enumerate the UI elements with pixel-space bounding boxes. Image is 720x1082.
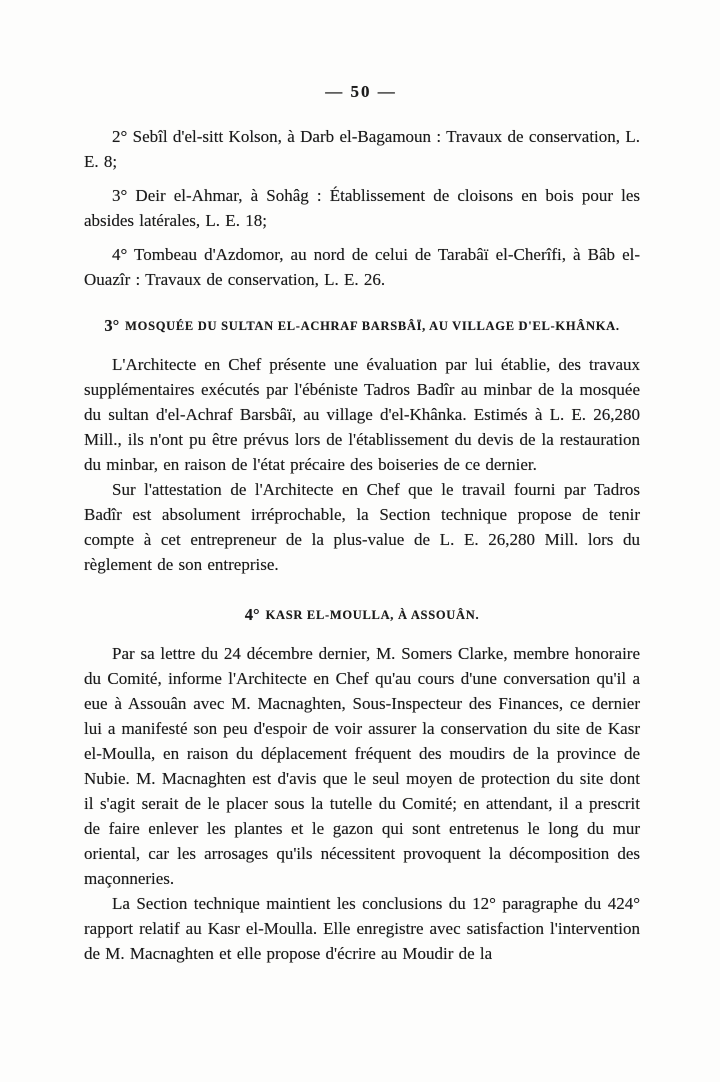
paragraph-architecte-evaluation: L'Architecte en Chef présente une évaluation par lui établie, des travaux supplémentaires exécutés par l'ébéniste Tadros Badîr au minbar de la mosquée du sultan d'el-Achraf Barsbâï, au village d'el-Khânka. Estimés à L. E. 26,280 Mill., ils n'ont pu être prévus lors de l'établissement du devis de la restauration du minbar, en raison de l'état précaire des boiseries de ce dernier. [84, 355, 640, 474]
list-item-2: 2° Sebîl d'el-sitt Kolson, à Darb el-Bagamoun : Travaux de conservation, L. E. 8; [84, 127, 640, 171]
section-heading-mosquee-barsbai [84, 312, 640, 337]
section-heading-kasr-el-moulla [84, 601, 640, 626]
section-number: 3° [104, 316, 120, 335]
list-item-4: 4° Tombeau d'Azdomor, au nord de celui de Tarabâï el-Cherîfi, à Bâb el-Ouazîr : Travaux de conservation, L. E. 26. [84, 245, 640, 289]
section-number: 4° [244, 605, 260, 624]
section-title: KASR EL-MOULLA, À ASSOUÂN. [265, 608, 480, 622]
paragraph-attestation: Sur l'attestation de l'Architecte en Chef que le travail fourni par Tadros Badîr est absolument irréprochable, la Section technique propose de tenir compte à cet entrepreneur de la plus-value de L. E. 26,280 Mill. lors du règlement de son entreprise. [84, 480, 640, 574]
page-number: — 50 — [325, 82, 397, 101]
section-title: MOSQUÉE DU SULTAN EL-ACHRAF BARSBÂÏ, AU VILLAGE D'EL-KHÂNKA. [125, 319, 620, 333]
paragraph-section-technique: La Section technique maintient les conclusions du 12° paragraphe du 424° rapport relatif au Kasr el-Moulla. Elle enregistre avec satisfaction l'intervention de M. Macnaghten et elle propose d'écrire au Moudir de la [84, 894, 640, 963]
list-item-3: 3° Deir el-Ahmar, à Sohâg : Établissement de cloisons en bois pour les absides latérales, L. E. 18; [84, 186, 640, 230]
paragraph-somers-clarke: Par sa lettre du 24 décembre dernier, M. Somers Clarke, membre honoraire du Comité, informe l'Architecte en Chef qu'au cours d'une conversation qu'il a eue à Assouân avec M. Macnaghten, Sous-Inspecteur des Finances, ce dernier lui a manifesté son peu d'espoir de voir assurer la conservation du site de Kasr el-Moulla, en raison du déplacement fréquent des moudirs de la province de Nubie. M. Macnaghten est d'avis que le seul moyen de protection du site dont il s'agit serait de le placer sous la tutelle du Comité; en attendant, il a prescrit de faire enlever les plantes et le gazon qui sont entretenus le long du mur oriental, car les arrosages qu'ils nécessitent provoquent la décomposition des maçonneries. [84, 644, 640, 888]
